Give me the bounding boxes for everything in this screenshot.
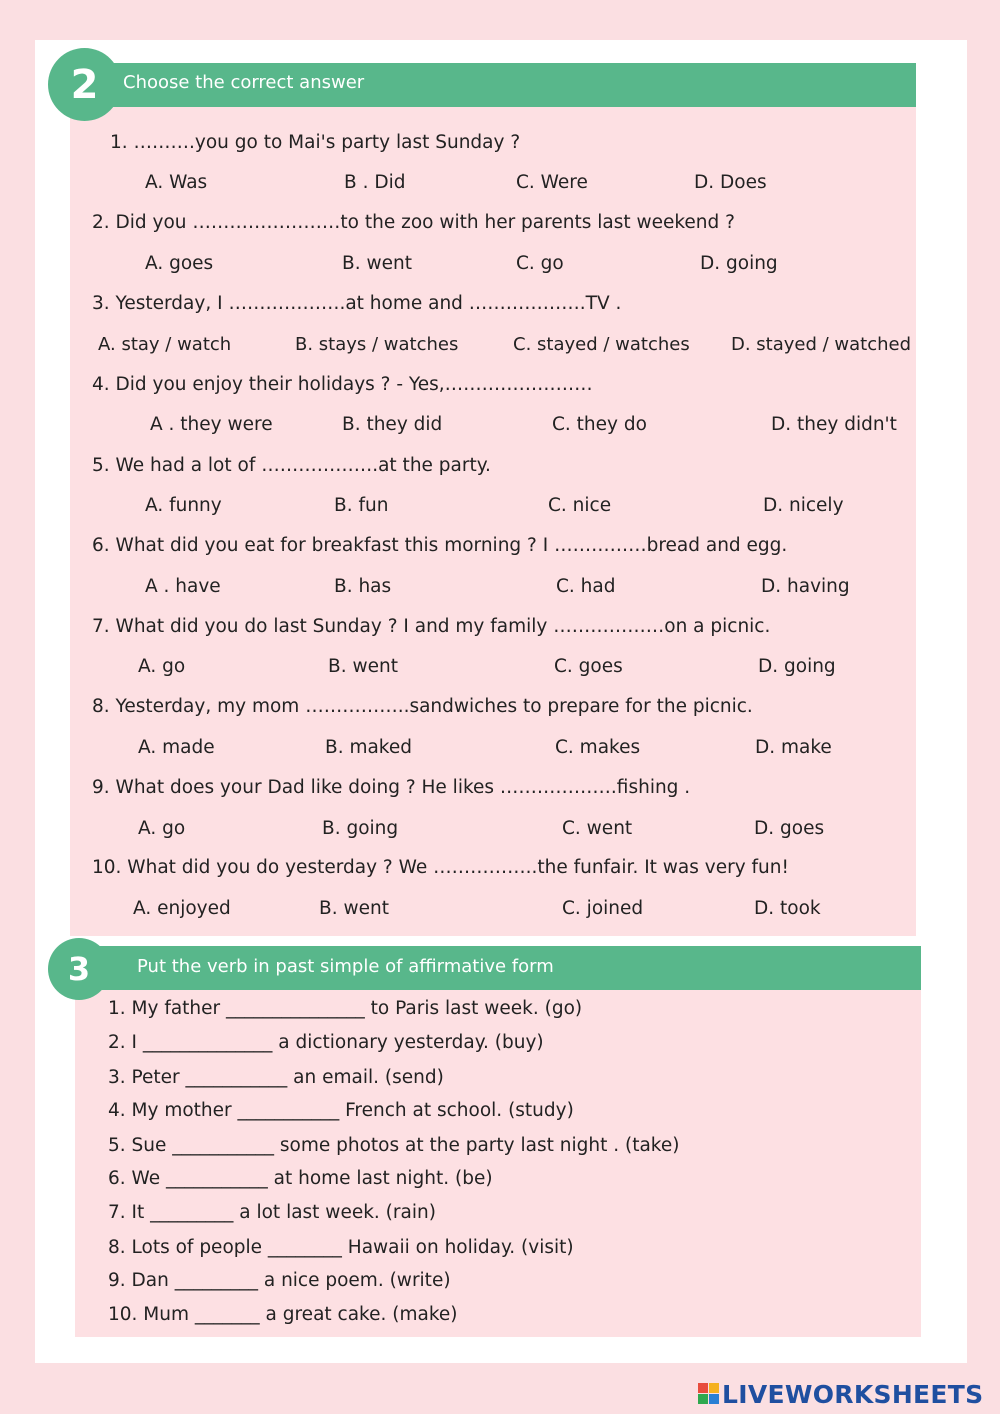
q5-option-c[interactable]: C. nice [548,495,612,516]
question-3: 3. Yesterday, I ……………….at home and ……………….TV . [92,293,622,314]
q8-option-a[interactable]: A. made [138,737,215,758]
question-8: 8. Yesterday, my mom ……………..sandwiches to prepare for the picnic. [92,696,753,717]
exercise-item-3[interactable]: 3. Peter ___________ an email. (send) [108,1067,444,1088]
question-5: 5. We had a lot of ……………….at the party. [92,455,491,476]
q2-option-a[interactable]: A. goes [145,253,214,274]
exercise-item-4[interactable]: 4. My mother ___________ French at school. (study) [108,1100,574,1121]
q7-option-b[interactable]: B. went [328,656,398,677]
exercise-item-10[interactable]: 10. Mum _______ a great cake. (make) [108,1304,458,1325]
question-4: 4. Did you enjoy their holidays ? - Yes,…………………… [92,374,593,395]
question-2: 2. Did you ……………………to the zoo with her parents last weekend ? [92,212,735,233]
exercise-item-8[interactable]: 8. Lots of people ________ Hawaii on holiday. (visit) [108,1237,574,1258]
q8-option-b[interactable]: B. maked [325,737,412,758]
q5-option-b[interactable]: B. fun [334,495,389,516]
q1-option-d[interactable]: D. Does [694,172,767,193]
q1-option-c[interactable]: C. Were [516,172,588,193]
logo-text: LIVEWORKSHEETS [722,1379,984,1409]
q3-option-c[interactable]: C. stayed / watches [513,334,690,355]
q10-option-b[interactable]: B. went [319,898,389,919]
logo-grid-icon [698,1383,720,1405]
exercise-item-6[interactable]: 6. We ___________ at home last night. (be) [108,1168,493,1189]
liveworksheets-logo[interactable] [698,1379,984,1409]
section-3-title: Put the verb in past simple of affirmative form [137,956,554,977]
q3-option-d[interactable]: D. stayed / watched [731,334,912,355]
question-1: 1. ……….you go to Mai's party last Sunday ? [110,132,521,153]
q5-option-a[interactable]: A. funny [145,495,222,516]
q4-option-b[interactable]: B. they did [342,414,443,435]
exercise-item-2[interactable]: 2. I ______________ a dictionary yesterday. (buy) [108,1032,544,1053]
q7-option-a[interactable]: A. go [138,656,186,677]
q1-option-a[interactable]: A. Was [145,172,208,193]
question-7: 7. What did you do last Sunday ? I and my family ………………on a picnic. [92,616,771,637]
exercise-item-7[interactable]: 7. It _________ a lot last week. (rain) [108,1202,436,1223]
q6-option-b[interactable]: B. has [334,576,392,597]
q10-option-c[interactable]: C. joined [562,898,644,919]
q10-option-d[interactable]: D. took [754,898,821,919]
q9-option-a[interactable]: A. go [138,818,186,839]
question-10: 10. What did you do yesterday ? We ……………..the funfair. It was very fun! [92,857,789,878]
q2-option-d[interactable]: D. going [700,253,778,274]
question-6: 6. What did you eat for breakfast this morning ? I ……………bread and egg. [92,535,788,556]
exercise-item-1[interactable]: 1. My father _______________ to Paris last week. (go) [108,998,583,1019]
q1-option-b[interactable]: B . Did [344,172,406,193]
q6-option-c[interactable]: C. had [556,576,616,597]
q9-option-c[interactable]: C. went [562,818,633,839]
q6-option-d[interactable]: D. having [761,576,850,597]
q5-option-d[interactable]: D. nicely [763,495,844,516]
q7-option-c[interactable]: C. goes [554,656,623,677]
section-2-number: 2 [48,48,121,121]
q4-option-d[interactable]: D. they didn't [771,414,897,435]
q3-option-b[interactable]: B. stays / watches [295,334,459,355]
section-3-number: 3 [48,938,110,1000]
q6-option-a[interactable]: A . have [145,576,221,597]
q8-option-d[interactable]: D. make [755,737,832,758]
q7-option-d[interactable]: D. going [758,656,836,677]
exercise-item-5[interactable]: 5. Sue ___________ some photos at the party last night . (take) [108,1135,680,1156]
section-2-title: Choose the correct answer [123,72,365,93]
q8-option-c[interactable]: C. makes [555,737,641,758]
q4-option-c[interactable]: C. they do [552,414,647,435]
q3-option-a[interactable]: A. stay / watch [98,334,232,355]
question-9: 9. What does your Dad like doing ? He likes ……………….fishing . [92,777,691,798]
q9-option-b[interactable]: B. going [322,818,399,839]
q10-option-a[interactable]: A. enjoyed [133,898,231,919]
q4-option-a[interactable]: A . they were [150,414,273,435]
exercise-item-9[interactable]: 9. Dan _________ a nice poem. (write) [108,1270,451,1291]
q2-option-b[interactable]: B. went [342,253,412,274]
q2-option-c[interactable]: C. go [516,253,564,274]
q9-option-d[interactable]: D. goes [754,818,825,839]
